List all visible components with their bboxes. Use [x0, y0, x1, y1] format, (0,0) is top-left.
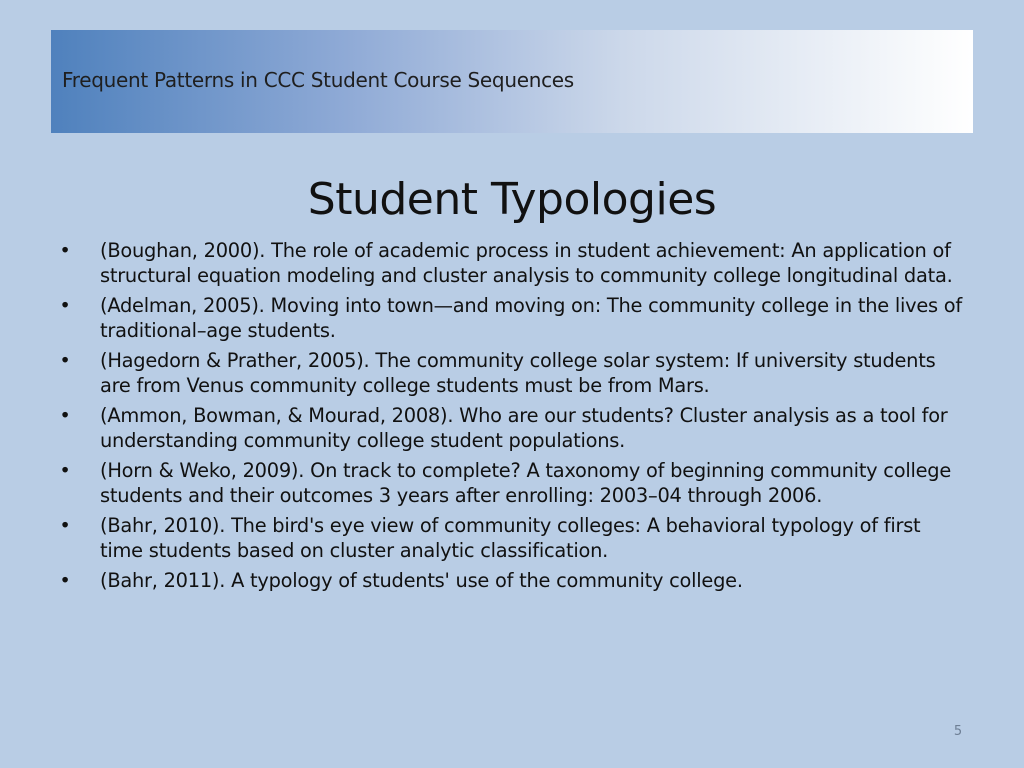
- list-item: [58, 349, 963, 398]
- bullet-icon: •: [59, 349, 71, 372]
- reference-text: (Bahr, 2011). A typology of students' use of the community college.: [100, 569, 743, 592]
- reference-text: (Boughan, 2000). The role of academic process in student achievement: An application of structural equation modeling and cluster analysis to community college longitudinal data.: [100, 239, 953, 287]
- list-item: [58, 239, 963, 288]
- list-item: [58, 569, 963, 594]
- reference-text: (Adelman, 2005). Moving into town—and moving on: The community college in the lives of traditional–age students.: [100, 294, 962, 342]
- bullet-icon: •: [59, 404, 71, 427]
- header-banner: [51, 30, 973, 133]
- list-item: [58, 294, 963, 343]
- reference-text: (Horn & Weko, 2009). On track to complete? A taxonomy of beginning community college students and their outcomes 3 years after enrolling: 2003–04 through 2006.: [100, 459, 952, 507]
- page-number: 5: [953, 724, 963, 739]
- reference-list: [58, 239, 963, 600]
- slide-title: Student Typologies: [307, 174, 717, 225]
- list-item: [58, 514, 963, 563]
- reference-text: (Bahr, 2010). The bird's eye view of community colleges: A behavioral typology of first time students based on cluster analytic classification.: [100, 514, 921, 562]
- bullet-icon: •: [59, 294, 71, 317]
- bullet-icon: •: [59, 459, 71, 482]
- list-item: [58, 459, 963, 508]
- reference-text: (Ammon, Bowman, & Mourad, 2008). Who are our students? Cluster analysis as a tool for understanding community college student populations.: [100, 404, 948, 452]
- bullet-icon: •: [59, 514, 71, 537]
- bullet-icon: •: [59, 239, 71, 262]
- reference-text: (Hagedorn & Prather, 2005). The community college solar system: If university students are from Venus community college students must be from Mars.: [100, 349, 936, 397]
- bullet-icon: •: [59, 569, 71, 592]
- list-item: [58, 404, 963, 453]
- header-title: Frequent Patterns in CCC Student Course Sequences: [62, 68, 574, 92]
